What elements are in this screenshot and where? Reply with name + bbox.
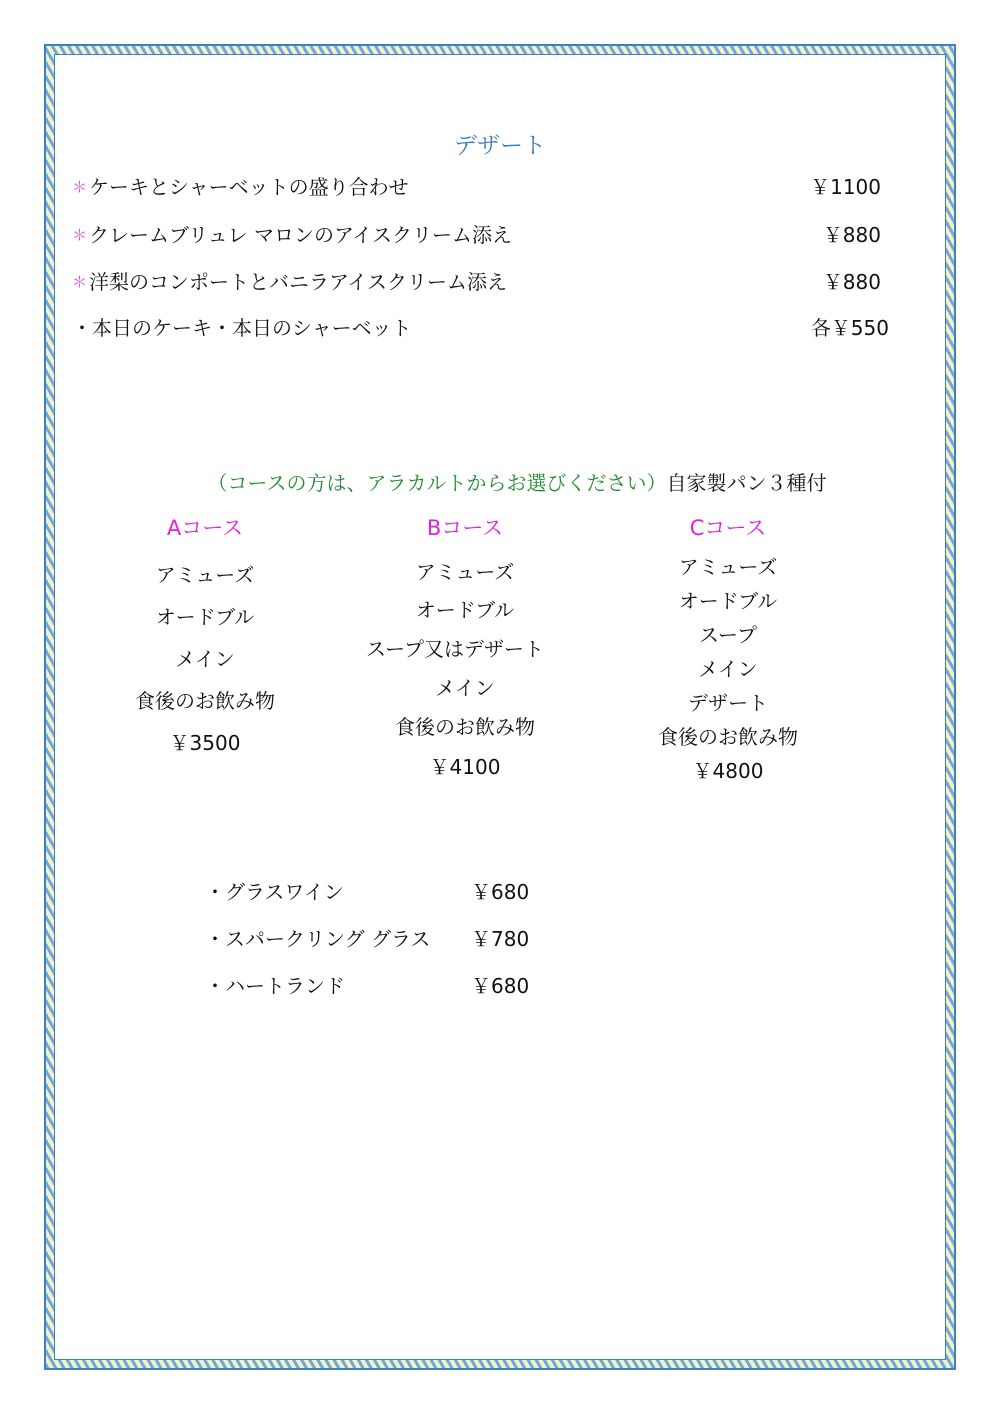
dessert-item-name: ・本日のケーキ・本日のシャーベット	[72, 316, 412, 340]
drink-item-name: ・グラスワイン	[205, 880, 344, 904]
course-b-item: 食後のお飲み物	[395, 715, 535, 739]
dessert-item-name: ケーキとシャーベットの盛り合わせ	[89, 175, 409, 199]
drink-item-name: ・ハートランド	[205, 974, 345, 998]
course-c-item: デザート	[688, 691, 768, 715]
dessert-item	[72, 270, 507, 294]
dessert-item	[72, 223, 512, 247]
drink-item-price: ￥780	[471, 927, 530, 951]
course-note-text: （コースの方は、アラカルトからお選びください）	[207, 471, 667, 495]
dessert-item-price: 各￥550	[810, 316, 889, 340]
course-a-item: 食後のお飲み物	[135, 689, 275, 713]
course-b-item: メイン	[435, 676, 495, 700]
course-b-label: Bコース	[426, 516, 504, 540]
course-a-item: メイン	[175, 647, 235, 671]
dessert-item-price: ￥880	[822, 270, 881, 294]
drink-item-price: ￥680	[471, 880, 530, 904]
course-c-price: ￥4800	[692, 759, 764, 783]
course-a-label: Aコース	[166, 516, 244, 540]
dessert-title: デザート	[454, 133, 546, 159]
dessert-item	[72, 175, 409, 199]
course-b-item: スープ又はデザート	[366, 637, 544, 661]
course-c-item: 食後のお飲み物	[658, 725, 798, 749]
bread-note: 自家製パン３種付	[666, 471, 827, 495]
course-a-item: オードブル	[155, 605, 255, 629]
course-note	[208, 471, 827, 495]
drink-item-price: ￥680	[471, 974, 530, 998]
course-b-price: ￥4100	[429, 755, 501, 779]
star-bullet-icon: ＊	[72, 273, 88, 291]
drink-item-name: ・スパークリング グラス	[205, 927, 431, 951]
star-bullet-icon: ＊	[72, 178, 88, 196]
course-c-item: アミューズ	[678, 555, 778, 579]
course-a-item: アミューズ	[155, 563, 255, 587]
dessert-item-name: クレームブリュレ マロンのアイスクリーム添え	[89, 223, 512, 247]
course-b-item: オードブル	[415, 598, 515, 622]
dessert-item-name: 洋梨のコンポートとバニラアイスクリーム添え	[89, 270, 508, 294]
course-c-item: メイン	[698, 657, 758, 681]
star-bullet-icon: ＊	[72, 226, 88, 244]
dessert-item-price: ￥1100	[810, 175, 881, 199]
course-c-item: スープ	[699, 623, 757, 647]
dessert-item-price: ￥880	[822, 223, 881, 247]
course-c-label: Cコース	[689, 516, 767, 540]
course-b-item: アミューズ	[415, 560, 515, 584]
course-c-item: オードブル	[678, 589, 778, 613]
course-a-price: ￥3500	[169, 731, 241, 755]
